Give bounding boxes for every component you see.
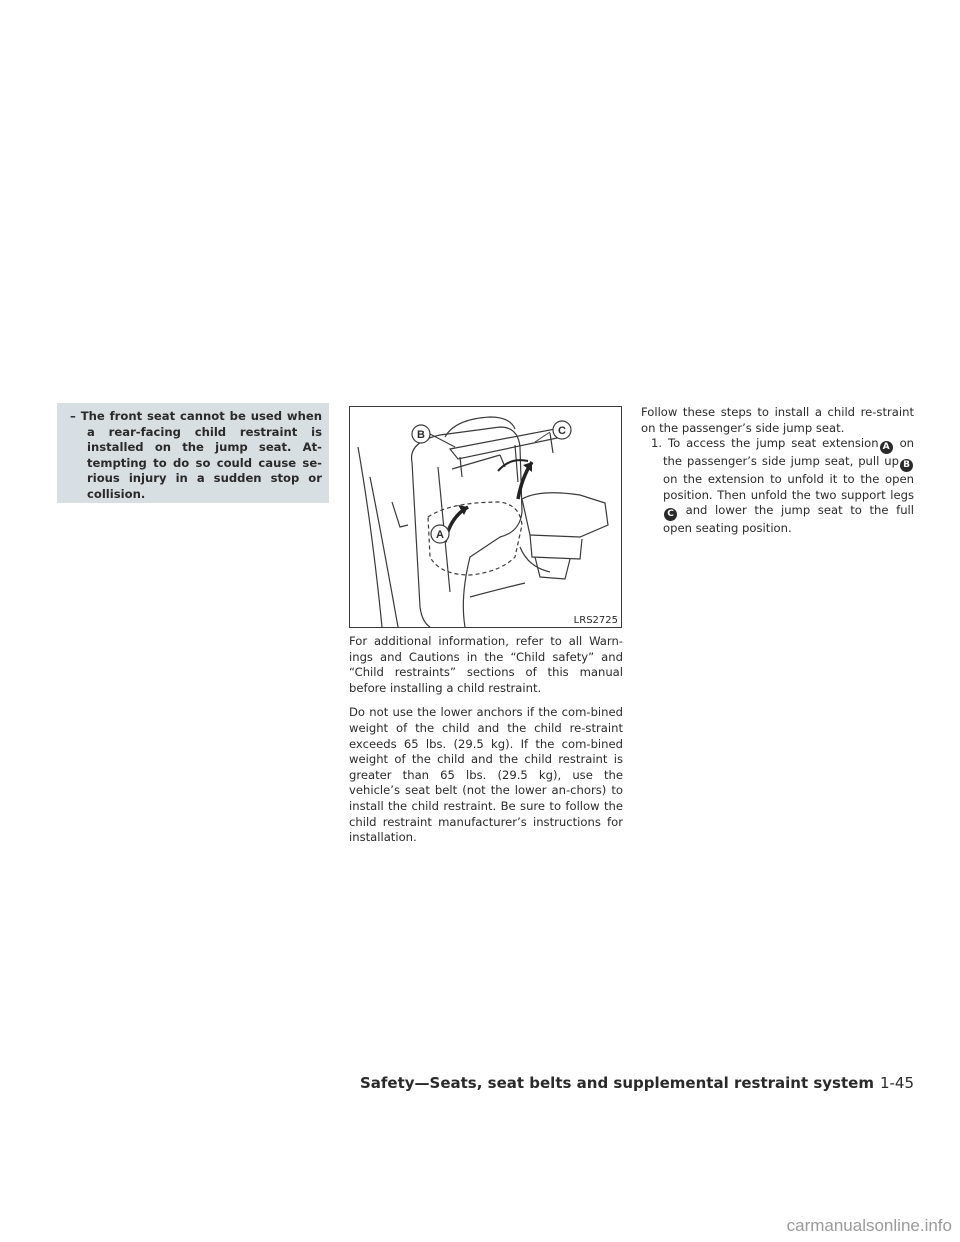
step-1 (641, 436, 914, 537)
page-footer (360, 1074, 914, 1092)
footer-section-title: Safety—Seats, seat belts and supplemental restraint system (359, 1074, 874, 1092)
jump-seat-drawing (350, 407, 621, 627)
footer-page-number: 1-45 (879, 1074, 914, 1092)
step-text-part-1: To access the jump seat extension (668, 436, 879, 451)
jump-seat-illustration (349, 406, 622, 628)
callout-a-label: A (436, 529, 444, 541)
center-console (522, 493, 608, 537)
door-pillar-line (370, 477, 398, 627)
step-number: 1. (651, 436, 663, 451)
column-3 (641, 405, 914, 537)
figure-code: LRS2725 (573, 615, 618, 626)
step-text-part-2: on the passenger’s side jump seat, pull up (663, 436, 915, 469)
callout-b-label: B (417, 429, 425, 441)
paragraph-additional-info: For additional information, refer to all Warn-ings and Cautions in the “Child safety” and “Child restraints” sections of this manual before installing a child restraint. (349, 634, 623, 695)
paragraph-follow-steps: Follow these steps to install a child re-straint on the passenger’s side jump seat. (641, 405, 914, 435)
step-text-part-4: and lower the jump seat to the full open seating position. (663, 503, 914, 536)
callout-c-label: C (558, 425, 566, 437)
marker-a-icon: A (880, 441, 893, 454)
step-text-part-3: on the extension to unfold it to the open position. Then unfold the two support legs (663, 472, 914, 502)
marker-c-icon: C (664, 508, 677, 521)
warning-box (57, 403, 329, 503)
watermark: carmanualsonline.info (786, 1216, 952, 1235)
paragraph-lower-anchors: Do not use the lower anchors if the com-bined weight of the child and the child re-straint exceeds 65 lbs. (29.5 kg). If the com-bined weight of the child and the child restraint is greater than 65 lbs. (29.5 kg), use the vehicle’s seat belt (not the lower an-chors) to install the child restraint. Be sure to follow the child restraint manufacturer’s instructions for installation. (349, 705, 623, 845)
warning-text: – The front seat cannot be used when a rear-facing child restraint is installed on the jump seat. At-tempting to do so could cause se-rious injury in a sudden stop or collision. (70, 409, 322, 501)
door-edge-line (358, 447, 382, 627)
column-2 (349, 634, 623, 855)
marker-b-icon: B (900, 459, 913, 472)
extension-rail (450, 429, 562, 459)
